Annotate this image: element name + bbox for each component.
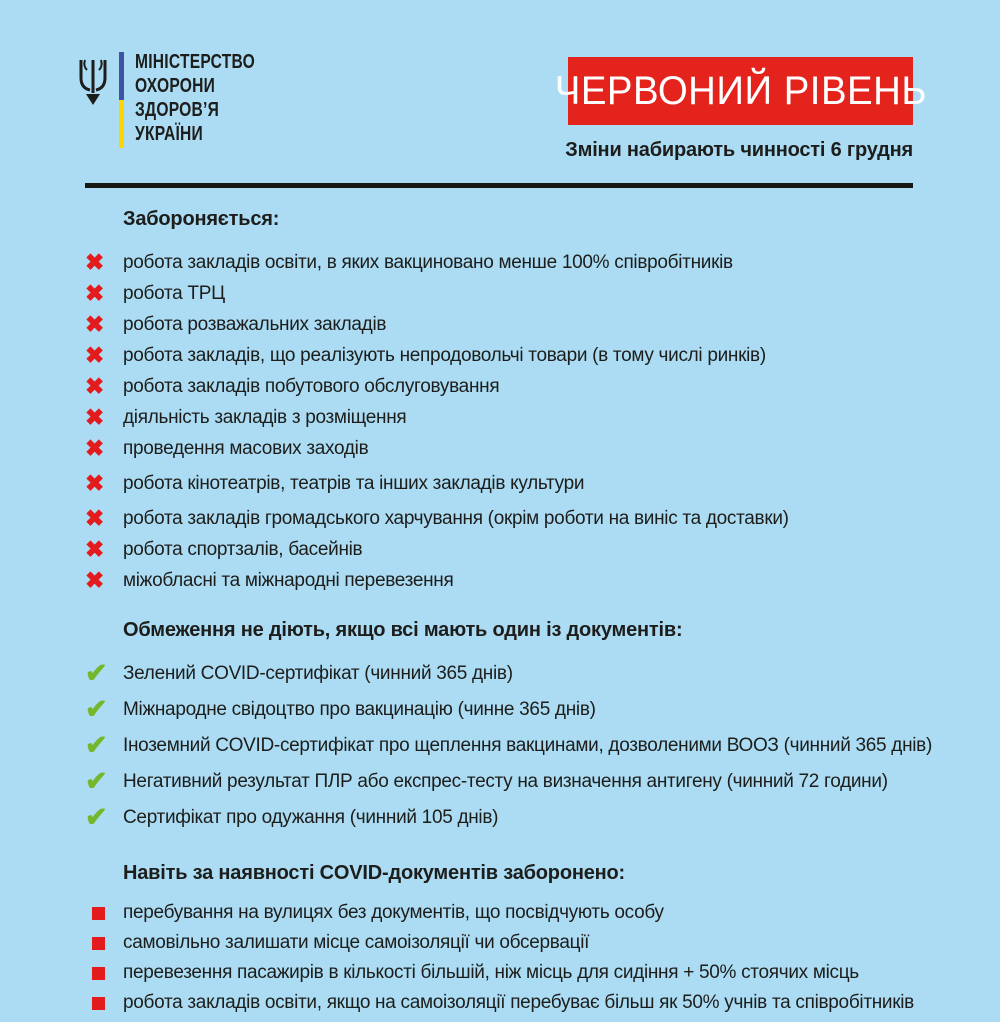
prohibited-item — [85, 569, 920, 592]
restricted-item — [85, 932, 920, 954]
x-icon: ✖ — [85, 404, 105, 430]
square-icon-shape — [92, 937, 105, 950]
prohibited-item — [85, 406, 920, 429]
document-item — [85, 768, 920, 795]
square-icon — [85, 907, 123, 920]
section-heading-even-with-documents: Навіть за наявності COVID-документів заборонено: — [123, 862, 626, 884]
x-icon: ✖ — [85, 567, 105, 593]
document-item — [85, 730, 933, 760]
x-icon: ✖ — [85, 311, 105, 337]
check-icon: ✔ — [85, 766, 108, 796]
square-icon-shape — [92, 967, 105, 980]
check-icon: ✔ — [85, 658, 108, 688]
ministry-logo — [75, 50, 289, 148]
x-icon: ✖ — [85, 505, 105, 531]
ministry-name-line: ЗДОРОВ’Я — [135, 99, 220, 121]
prohibited-item — [85, 282, 920, 305]
x-icon: ✖ — [85, 435, 105, 461]
flag-bar-yellow — [119, 100, 124, 148]
divider-line — [85, 183, 913, 188]
x-icon: ✖ — [85, 342, 105, 368]
item-text: Міжнародне свідоцтво про вакцинацію (чинне 365 днів) — [123, 698, 596, 720]
square-icon — [85, 937, 123, 950]
effective-date: Зміни набирають чинності 6 грудня — [565, 139, 913, 161]
ministry-name — [135, 50, 255, 146]
item-text: Негативний результат ПЛР або експрес-тесту на визначення антигену (чинний 72 години) — [123, 770, 888, 792]
restricted-item — [85, 962, 920, 984]
square-icon — [85, 967, 123, 980]
item-text: робота кінотеатрів, театрів та інших закладів культури — [123, 472, 585, 494]
check-icon: ✔ — [85, 730, 108, 760]
ministry-name-line: УКРАЇНИ — [135, 123, 203, 145]
alert-level-title: ЧЕРВОНИЙ РІВЕНЬ — [554, 68, 927, 113]
restricted-item — [85, 992, 920, 1014]
prohibited-item — [85, 375, 920, 398]
trident-icon — [75, 58, 111, 106]
square-icon — [85, 997, 123, 1010]
document-item — [85, 660, 920, 687]
item-text: робота закладів освіти, якщо на самоізоляції перебуває більш як 50% учнів та співробітників — [123, 992, 914, 1013]
check-icon: ✔ — [85, 694, 108, 724]
item-text: робота закладів, що реалізують непродовольчі товари (в тому числі ринків) — [123, 344, 766, 366]
prohibited-item — [85, 251, 920, 274]
section-heading-documents: Обмеження не діють, якщо всі мають один із документів: — [123, 619, 683, 641]
item-text: Іноземний COVID-сертифікат про щеплення вакцинами, дозволеними ВООЗ (чинний 365 днів) — [123, 734, 933, 756]
document-item — [85, 804, 920, 831]
check-icon: ✔ — [85, 802, 108, 832]
square-icon-shape — [92, 997, 105, 1010]
item-text: робота закладів громадського харчування (окрім роботи на виніс та доставки) — [123, 507, 789, 529]
item-text: перебування на вулицях без документів, що посвідчують особу — [123, 902, 664, 923]
prohibited-item — [85, 437, 920, 460]
section-heading-prohibited: Забороняється: — [123, 208, 280, 230]
item-text: робота розважальних закладів — [123, 313, 387, 335]
square-icon-shape — [92, 907, 105, 920]
content — [85, 198, 933, 1022]
alert-level-banner — [554, 57, 927, 125]
item-text: робота закладів освіти, в яких вакциновано менше 100% співробітників — [123, 251, 733, 273]
item-text: самовільно залишати місце самоізоляції чи обсервації — [123, 932, 590, 953]
prohibited-item — [85, 507, 920, 530]
item-text: проведення масових заходів — [123, 437, 369, 459]
restricted-item — [85, 902, 920, 924]
item-text: міжобласні та міжнародні перевезення — [123, 569, 454, 591]
x-icon: ✖ — [85, 470, 105, 496]
item-text: діяльність закладів з розміщення — [123, 406, 407, 428]
flag-bar — [119, 52, 124, 148]
item-text: Зелений COVID-сертифікат (чинний 365 днів) — [123, 662, 513, 684]
item-text: робота ТРЦ — [123, 282, 225, 304]
item-text: Сертифікат про одужання (чинний 105 днів) — [123, 806, 499, 828]
item-text: перевезення пасажирів в кількості більшій, ніж місць для сидіння + 50% стоячих місць — [123, 962, 859, 983]
x-icon: ✖ — [85, 249, 105, 275]
prohibited-item — [85, 472, 920, 495]
ministry-name-line: МІНІСТЕРСТВО — [135, 51, 255, 73]
x-icon: ✖ — [85, 536, 105, 562]
ministry-name-line: ОХОРОНИ — [135, 75, 216, 97]
prohibited-item — [85, 344, 920, 367]
item-text: робота закладів побутового обслуговування — [123, 375, 500, 397]
prohibited-item — [85, 313, 920, 336]
x-icon: ✖ — [85, 373, 105, 399]
flag-bar-blue — [119, 52, 124, 100]
item-text: робота спортзалів, басейнів — [123, 538, 363, 560]
x-icon: ✖ — [85, 280, 105, 306]
document-item — [85, 696, 920, 723]
prohibited-item — [85, 538, 920, 561]
